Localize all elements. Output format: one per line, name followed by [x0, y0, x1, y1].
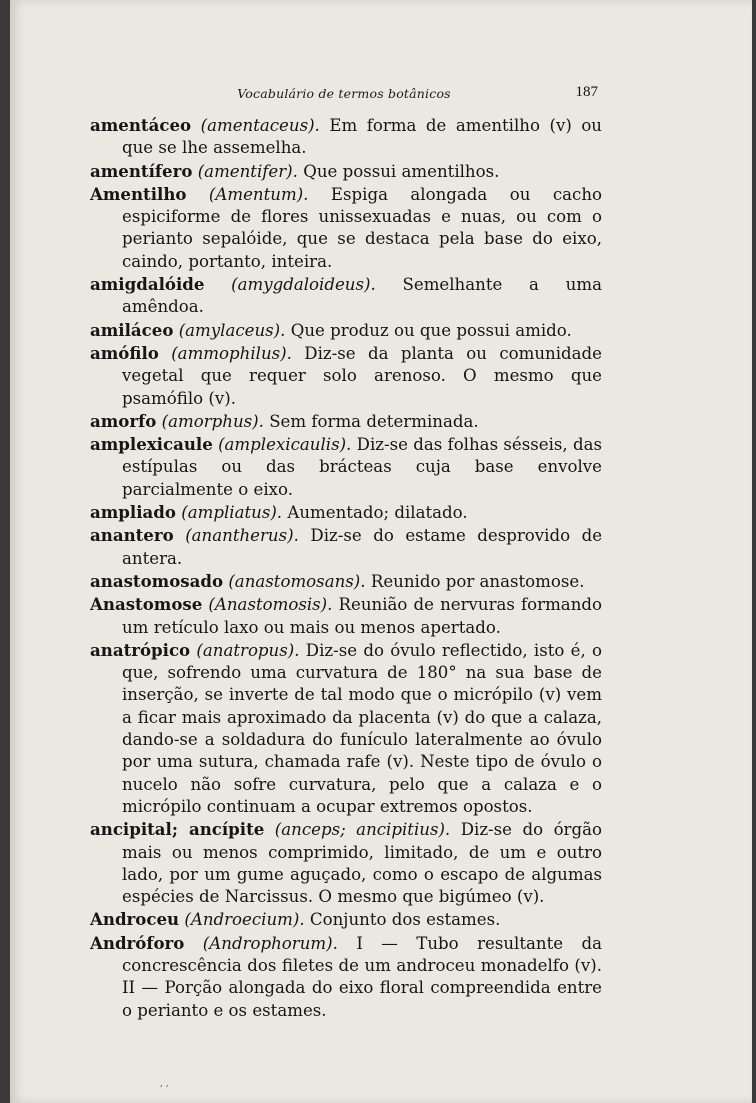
- entry-term: amófilo: [90, 342, 159, 363]
- entry-term: Andróforo: [90, 932, 185, 953]
- entry-latin: (Amentum).: [208, 184, 309, 204]
- entry-latin: (amentifer).: [197, 161, 298, 181]
- entry-latin: (amylaceus).: [178, 320, 286, 340]
- glossary-entries: [90, 114, 602, 1022]
- glossary-entry: [90, 908, 602, 931]
- entry-latin: (anastomosans).: [228, 571, 366, 591]
- glossary-entry: [90, 433, 602, 501]
- entry-term: Anastomose: [90, 594, 203, 615]
- entry-latin: (anatropus).: [196, 640, 300, 660]
- entry-latin: (Androphorum).: [202, 933, 338, 953]
- glossary-entry: [90, 319, 602, 342]
- glossary-entry: [90, 160, 602, 183]
- glossary-entry: [90, 273, 602, 319]
- entry-latin: (amorphus).: [161, 411, 264, 431]
- entry-term: Amentilho: [90, 183, 187, 204]
- glossary-entry: [90, 639, 602, 818]
- entry-definition: Reunião de nervuras formando um retículo laxo ou mais ou menos apertado.: [122, 595, 603, 637]
- entry-definition: Diz-se da planta ou comunidade vegetal que requer solo arenoso. O mesmo que psamófilo (v).: [122, 343, 602, 408]
- entry-definition: Reunido por anastomose.: [370, 571, 585, 591]
- entry-definition: I — Tubo resultante da concrescência dos filetes de um androceu monadelfo (v). II — Porção alongada do eixo floral compreendida entre o perianto e os estames.: [122, 933, 602, 1020]
- book-page: [10, 0, 752, 1103]
- entry-definition: Espiga alongada ou cacho espiciforme de flores unissexuadas e nuas, ou com o perianto sepalóide, que se destaca pela base do eixo, caindo, portanto, inteira.: [122, 184, 602, 271]
- entry-latin: (ampliatus).: [181, 503, 283, 523]
- entry-latin: (anantherus).: [185, 526, 299, 546]
- entry-term: amentáceo: [90, 115, 192, 135]
- page-edge: [752, 0, 756, 1103]
- entry-term: amiláceo: [90, 319, 174, 340]
- glossary-entry: [90, 524, 602, 570]
- entry-definition: Diz-se do estame desprovido de antera.: [122, 526, 603, 568]
- entry-definition: Sem forma determinada.: [269, 411, 479, 431]
- entry-term: ampliado: [90, 502, 176, 523]
- entry-latin: (amplexicaulis).: [218, 435, 352, 455]
- entry-term: amplexicaule: [90, 434, 213, 455]
- entry-term: anantero: [90, 525, 174, 546]
- glossary-entry: [90, 818, 602, 908]
- entry-term: ancipital; ancípite: [90, 819, 265, 840]
- glossary-entry: [90, 410, 602, 433]
- glossary-entry: [90, 501, 602, 524]
- entry-latin: (amygdaloideus).: [231, 275, 376, 295]
- glossary-entry: [90, 114, 602, 160]
- entry-definition: Aumentado; dilatado.: [287, 503, 468, 523]
- entry-definition: Conjunto dos estames.: [309, 910, 501, 930]
- entry-term: amigdalóide: [90, 274, 205, 295]
- entry-term: Androceu: [90, 909, 180, 930]
- entry-term: anastomosado: [90, 570, 224, 591]
- glossary-entry: [90, 342, 602, 410]
- running-title: Vocabulário de termos botânicos: [237, 86, 451, 101]
- glossary-entry: [90, 183, 602, 273]
- entry-definition: Que produz ou que possui amido.: [290, 320, 572, 340]
- entry-definition: Diz-se do órgão mais ou menos comprimido, limitado, de um e outro lado, por um gume aguçado, como o escapo de algumas espécies de Narcissus. O mesmo que bigúmeo (v).: [122, 820, 602, 907]
- entry-latin: (anceps; ancipitius).: [274, 820, 451, 840]
- entry-definition: Diz-se das folhas sésseis, das estípulas ou das brácteas cuja base envolve parcialmente o eixo.: [122, 435, 602, 499]
- entry-latin: (ammophilus).: [171, 343, 292, 363]
- page-number: 187: [575, 84, 598, 100]
- entry-definition: Que possui amentilhos.: [303, 161, 500, 181]
- entry-term: amentífero: [90, 160, 193, 181]
- entry-latin: (amentaceus).: [200, 116, 320, 135]
- glossary-entry: [90, 570, 602, 593]
- page-header: [90, 86, 598, 110]
- entry-definition: Em forma de amentilho (v) ou que se lhe assemelha.: [122, 116, 602, 158]
- entry-definition: Diz-se do óvulo reflectido, isto é, o que, sofrendo uma curvatura de 180° na sua base de inserção, se inverte de tal modo que o micrópilo (v) vem a ficar mais aproximado da placenta (v) do que a calaza, dando-se a soldadura do funículo lateralmente ao óvulo por uma sutura, chamada rafe (v). Neste tipo de óvulo o nucelo não sofre curvatura, pelo que a calaza e o micrópilo continuam a ocupar extremos opostos.: [122, 640, 602, 816]
- glossary-entry: [90, 932, 602, 1022]
- entry-latin: (Androecium).: [184, 910, 305, 930]
- entry-term: anatrópico: [90, 639, 191, 660]
- page-speck: ‚ ‚: [160, 1079, 169, 1089]
- entry-definition: Semelhante a uma amêndoa.: [122, 275, 602, 317]
- glossary-entry: [90, 593, 602, 639]
- entry-term: amorfo: [90, 410, 157, 431]
- entry-latin: (Anastomosis).: [208, 595, 333, 615]
